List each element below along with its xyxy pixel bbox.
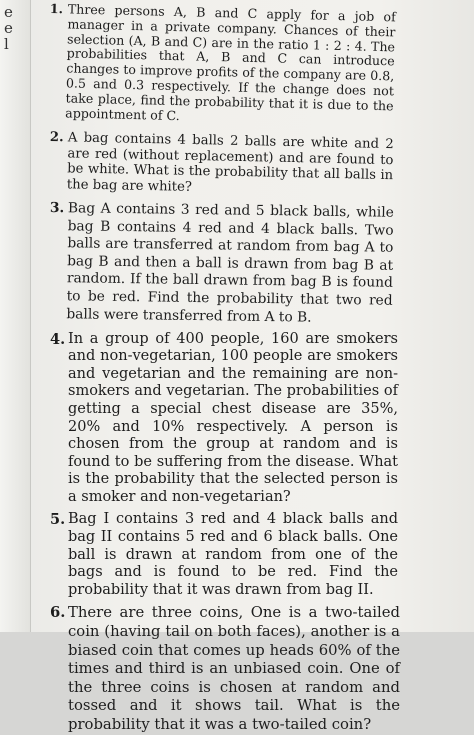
question-item [51, 130, 394, 199]
adjacent-page-edge [0, 0, 31, 632]
question-item [52, 604, 400, 734]
margin-letters [4, 0, 24, 52]
margin-letter: e [4, 19, 13, 37]
question-number: 5. [50, 511, 66, 529]
question-item [49, 2, 396, 129]
question-item [52, 511, 398, 599]
question-text: Bag A contains 3 red and 5 black balls, while bag B contains 4 red and 4 black balls. Two balls are transferred at random from bag A to bag B and then a ball is drawn from bag B at random. If the ball drawn from bag B is found to be red. Find the probability that two red balls were transferred from A to B. [66, 200, 394, 326]
margin-letter: l [4, 35, 9, 53]
question-number: 6. [50, 604, 66, 622]
question-text: Bag I contains 3 red and 4 black balls and bag II contains 5 red and 6 black balls. One ball is drawn at random from one of the bags and is found to be red. Find the probability that it was drawn from bag II. [68, 511, 398, 598]
question-number: 4. [50, 330, 66, 348]
question-text: Three persons A, B and C apply for a job of manager in a private company. Chances of their selection (A, B and C) are in the ratio 1 : 2 : 4. The probabilities that A, B and C can introduce changes to improve profits of the company are 0.8, 0.5 and 0.3 respectively. If the change does not take place, find the probability that it is due to the appointment of C. [65, 1, 396, 123]
question-text: There are three coins, One is a two-tailed coin (having tail on both faces), another is a biased coin that comes up heads 60% of the times and third is an unbiased coin. One of the three coins is chosen at random and tossed and it shows tail. What is the probability that it was a two-tailed coin? [68, 604, 400, 733]
question-text: A bag contains 4 balls 2 balls are white and 2 are red (without replacement) and are found to be white. What is the probability that all balls in the bag are white? [66, 130, 394, 195]
question-text: In a group of 400 people, 160 are smokers and non-vegetarian, 100 people are smokers and vegetarian and the remaining are non-smokers and vegetarian. The probabilities of getting a special chest disease are 35%, 20% and 10% respectively. A person is chosen from the group at random and is found to be suffering from the disease. What is the probability that the selected person is a smoker and non-vegetarian? [68, 330, 398, 505]
question-number: 3. [49, 200, 65, 217]
margin-letter: e [4, 3, 13, 21]
question-item [52, 331, 398, 507]
question-item [50, 200, 394, 328]
question-number: 1. [49, 0, 64, 17]
question-list [49, 0, 402, 735]
question-number: 2. [49, 130, 64, 146]
